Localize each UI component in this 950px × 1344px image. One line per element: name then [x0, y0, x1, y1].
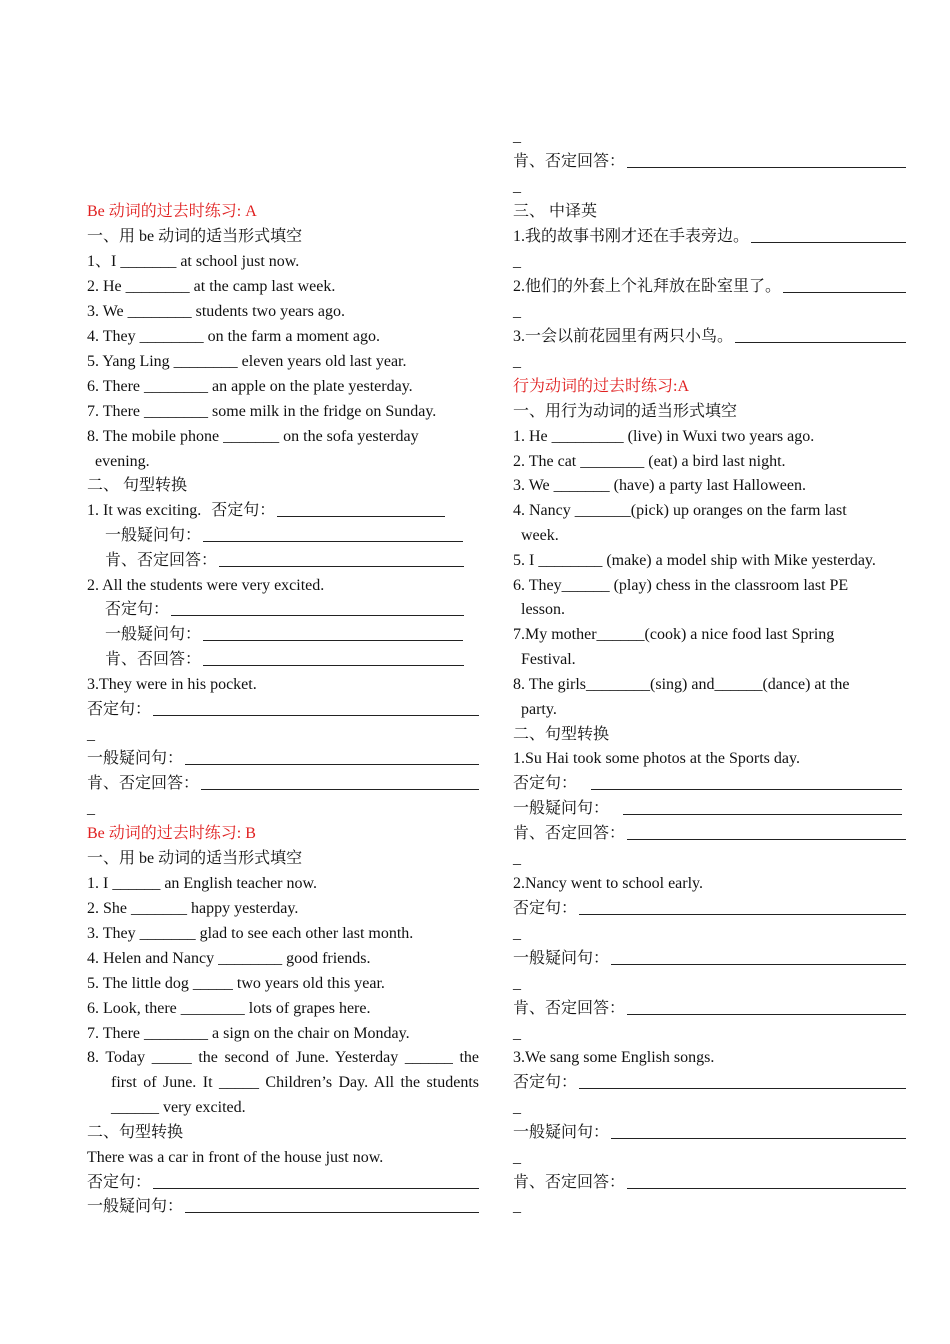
question-line: 5. I ________ (make) a model ship with Mike yesterday.	[513, 552, 876, 569]
answer-label: 否定句：	[87, 1174, 152, 1191]
question-text: 3.一会以前花园里有两只小鸟。	[513, 328, 734, 345]
answer-blank[interactable]	[185, 746, 479, 765]
question-line: first of June. It _____ Children’s Day. All the students	[111, 1074, 479, 1091]
answer-row	[513, 821, 906, 846]
answer-blank[interactable]	[153, 697, 479, 716]
section-heading: 二、句型转换	[513, 726, 610, 743]
question-line: 1. I ______ an English teacher now.	[87, 875, 318, 892]
wrap-underscore: _	[513, 253, 521, 270]
answer-blank[interactable]	[627, 149, 906, 168]
answer-row	[513, 896, 906, 921]
answer-label: 否定句：	[513, 1074, 578, 1091]
answer-row	[513, 324, 906, 349]
wrap-underscore: _	[513, 128, 521, 145]
answer-blank[interactable]	[201, 771, 479, 790]
answer-row	[87, 746, 479, 771]
question-text: 2. All the students were very excited.	[87, 577, 325, 594]
answer-blank[interactable]	[185, 1194, 479, 1213]
question-line: 3. They _______ glad to see each other last month.	[87, 925, 414, 942]
answer-blank[interactable]	[203, 622, 463, 641]
question-line: 6. There ________ an apple on the plate yesterday.	[87, 378, 413, 395]
answer-label: 一般疑问句：	[513, 950, 610, 967]
question-line: 7. There ________ a sign on the chair on Monday.	[87, 1025, 410, 1042]
section-heading: 二、句型转换	[87, 1124, 184, 1141]
question-line: lesson.	[521, 601, 565, 618]
wrap-underscore: _	[513, 1149, 521, 1166]
answer-label: 否定句：	[87, 701, 152, 718]
answer-blank[interactable]	[627, 821, 906, 840]
answer-row	[513, 274, 906, 299]
answer-blank[interactable]	[627, 996, 906, 1015]
question-line: 5. The little dog _____ two years old this year.	[87, 975, 385, 992]
exercise-a-title: Be 动词的过去时练习: A	[87, 203, 257, 220]
answer-label: 一般疑问句：	[105, 626, 202, 643]
question-line: 4. Helen and Nancy ________ good friends.	[87, 950, 371, 967]
section-heading: 三、 中译英	[513, 203, 598, 220]
answer-blank[interactable]	[591, 771, 902, 790]
answer-row	[87, 597, 479, 622]
answer-label: 一般疑问句：	[513, 1124, 610, 1141]
answer-label: 一般疑问句：	[513, 800, 610, 817]
section-heading: 二、 句型转换	[87, 477, 188, 494]
answer-label: 否定句：	[513, 775, 578, 792]
wrap-underscore: _	[87, 726, 95, 743]
answer-row	[513, 224, 906, 249]
answer-blank[interactable]	[627, 1170, 906, 1189]
answer-label: 一般疑问句：	[87, 750, 184, 767]
verb-exercise-title: 行为动词的过去时练习:A	[513, 378, 690, 395]
answer-label: 肯、否定回答：	[513, 1000, 626, 1017]
answer-row	[87, 548, 479, 573]
wrap-underscore: _	[513, 353, 521, 370]
wrap-underscore: _	[513, 925, 521, 942]
question-line: 1、I _______ at school just now.	[87, 253, 300, 270]
answer-row	[513, 796, 906, 821]
answer-row	[513, 996, 906, 1021]
question-line: 2. He ________ at the camp last week.	[87, 278, 336, 295]
answer-blank[interactable]	[611, 1120, 906, 1139]
answer-blank[interactable]	[277, 498, 445, 517]
wrap-underscore: _	[513, 303, 521, 320]
answer-blank[interactable]	[579, 896, 906, 915]
question-text: 2.Nancy went to school early.	[513, 875, 704, 892]
question-text: 1.Su Hai took some photos at the Sports day.	[513, 750, 800, 767]
question-text: There was a car in front of the house just now.	[87, 1149, 384, 1166]
question-line: 8. Today _____ the second of June. Yesterday ______ the	[87, 1049, 479, 1066]
question-line: 4. They ________ on the farm a moment ago.	[87, 328, 380, 345]
answer-label: 肯、否定回答：	[513, 1174, 626, 1191]
question-line: 4. Nancy _______(pick) up oranges on the farm last	[513, 502, 847, 519]
wrap-underscore: _	[513, 850, 521, 867]
question-line: 2. The cat ________ (eat) a bird last night.	[513, 453, 786, 470]
question-line: 7. There ________ some milk in the fridge on Sunday.	[87, 403, 437, 420]
answer-row	[87, 697, 479, 722]
answer-label: 肯、否定回答：	[513, 153, 626, 170]
section-heading: 一、用行为动词的适当形式填空	[513, 403, 738, 420]
wrap-underscore: _	[513, 1025, 521, 1042]
question-line: 8. The girls________(sing) and______(dance) at the	[513, 676, 850, 693]
answer-label: 肯、否回答：	[105, 651, 202, 668]
question-line: party.	[521, 701, 557, 718]
question-text: 3.They were in his pocket.	[87, 676, 257, 693]
wrap-underscore: _	[513, 975, 521, 992]
answer-blank[interactable]	[751, 224, 906, 243]
answer-row	[513, 1170, 906, 1195]
answer-label: 肯、否定回答：	[513, 825, 626, 842]
answer-row	[87, 1170, 479, 1195]
question-line: 8. The mobile phone _______ on the sofa yesterday	[87, 428, 419, 445]
question-line: 7.My mother______(cook) a nice food last Spring	[513, 626, 835, 643]
question-text: 1.我的故事书刚才还在手表旁边。	[513, 228, 750, 245]
question-text: 3.We sang some English songs.	[513, 1049, 715, 1066]
answer-label: 否定句：	[513, 900, 578, 917]
answer-label: 否定句：	[105, 601, 170, 618]
question-line: ______ very excited.	[111, 1099, 246, 1116]
wrap-underscore: _	[513, 178, 521, 195]
answer-row	[513, 946, 906, 971]
question-line: Festival.	[521, 651, 576, 668]
question-line: 3. We ________ students two years ago.	[87, 303, 345, 320]
answer-label: 一般疑问句：	[87, 1198, 184, 1215]
answer-row	[87, 771, 479, 796]
answer-label: 肯、否定回答：	[87, 775, 200, 792]
wrap-underscore: _	[87, 800, 95, 817]
wrap-underscore: _	[513, 1099, 521, 1116]
question-line: week.	[521, 527, 559, 544]
answer-row	[513, 1070, 906, 1095]
answer-blank[interactable]	[203, 647, 464, 666]
answer-row	[87, 523, 479, 548]
section-heading: 一、用 be 动词的适当形式填空	[87, 850, 303, 867]
question-line: evening.	[95, 453, 150, 470]
answer-blank[interactable]	[203, 523, 463, 542]
exercise-b-title: Be 动词的过去时练习: B	[87, 825, 256, 842]
question-line: 3. We _______ (have) a party last Halloween.	[513, 477, 806, 494]
answer-label: 一般疑问句：	[105, 527, 202, 544]
question-text: 2.他们的外套上个礼拜放在卧室里了。	[513, 278, 782, 295]
answer-row	[513, 149, 906, 174]
question-text: 1. It was exciting.	[87, 502, 202, 519]
question-line: 2. She _______ happy yesterday.	[87, 900, 299, 917]
answer-blank[interactable]	[171, 597, 464, 616]
answer-label: 肯、否定回答：	[105, 552, 218, 569]
answer-blank[interactable]	[579, 1070, 906, 1089]
answer-blank[interactable]	[611, 946, 906, 965]
answer-blank[interactable]	[735, 324, 906, 343]
answer-row	[87, 498, 479, 523]
answer-row	[87, 622, 479, 647]
question-line: 5. Yang Ling ________ eleven years old last year.	[87, 353, 407, 370]
section-heading: 一、用 be 动词的适当形式填空	[87, 228, 303, 245]
answer-row	[513, 771, 906, 796]
question-line: 6. They______ (play) chess in the classroom last PE	[513, 577, 849, 594]
wrap-underscore: _	[513, 1198, 521, 1215]
answer-label: 否定句：	[211, 502, 276, 519]
answer-blank[interactable]	[623, 796, 902, 815]
answer-row	[87, 1194, 479, 1219]
question-line: 1. He _________ (live) in Wuxi two years ago.	[513, 428, 815, 445]
answer-row	[87, 647, 479, 672]
answer-row	[513, 1120, 906, 1145]
answer-blank[interactable]	[783, 274, 906, 293]
question-line: 6. Look, there ________ lots of grapes here.	[87, 1000, 371, 1017]
answer-blank[interactable]	[153, 1170, 479, 1189]
answer-blank[interactable]	[219, 548, 464, 567]
